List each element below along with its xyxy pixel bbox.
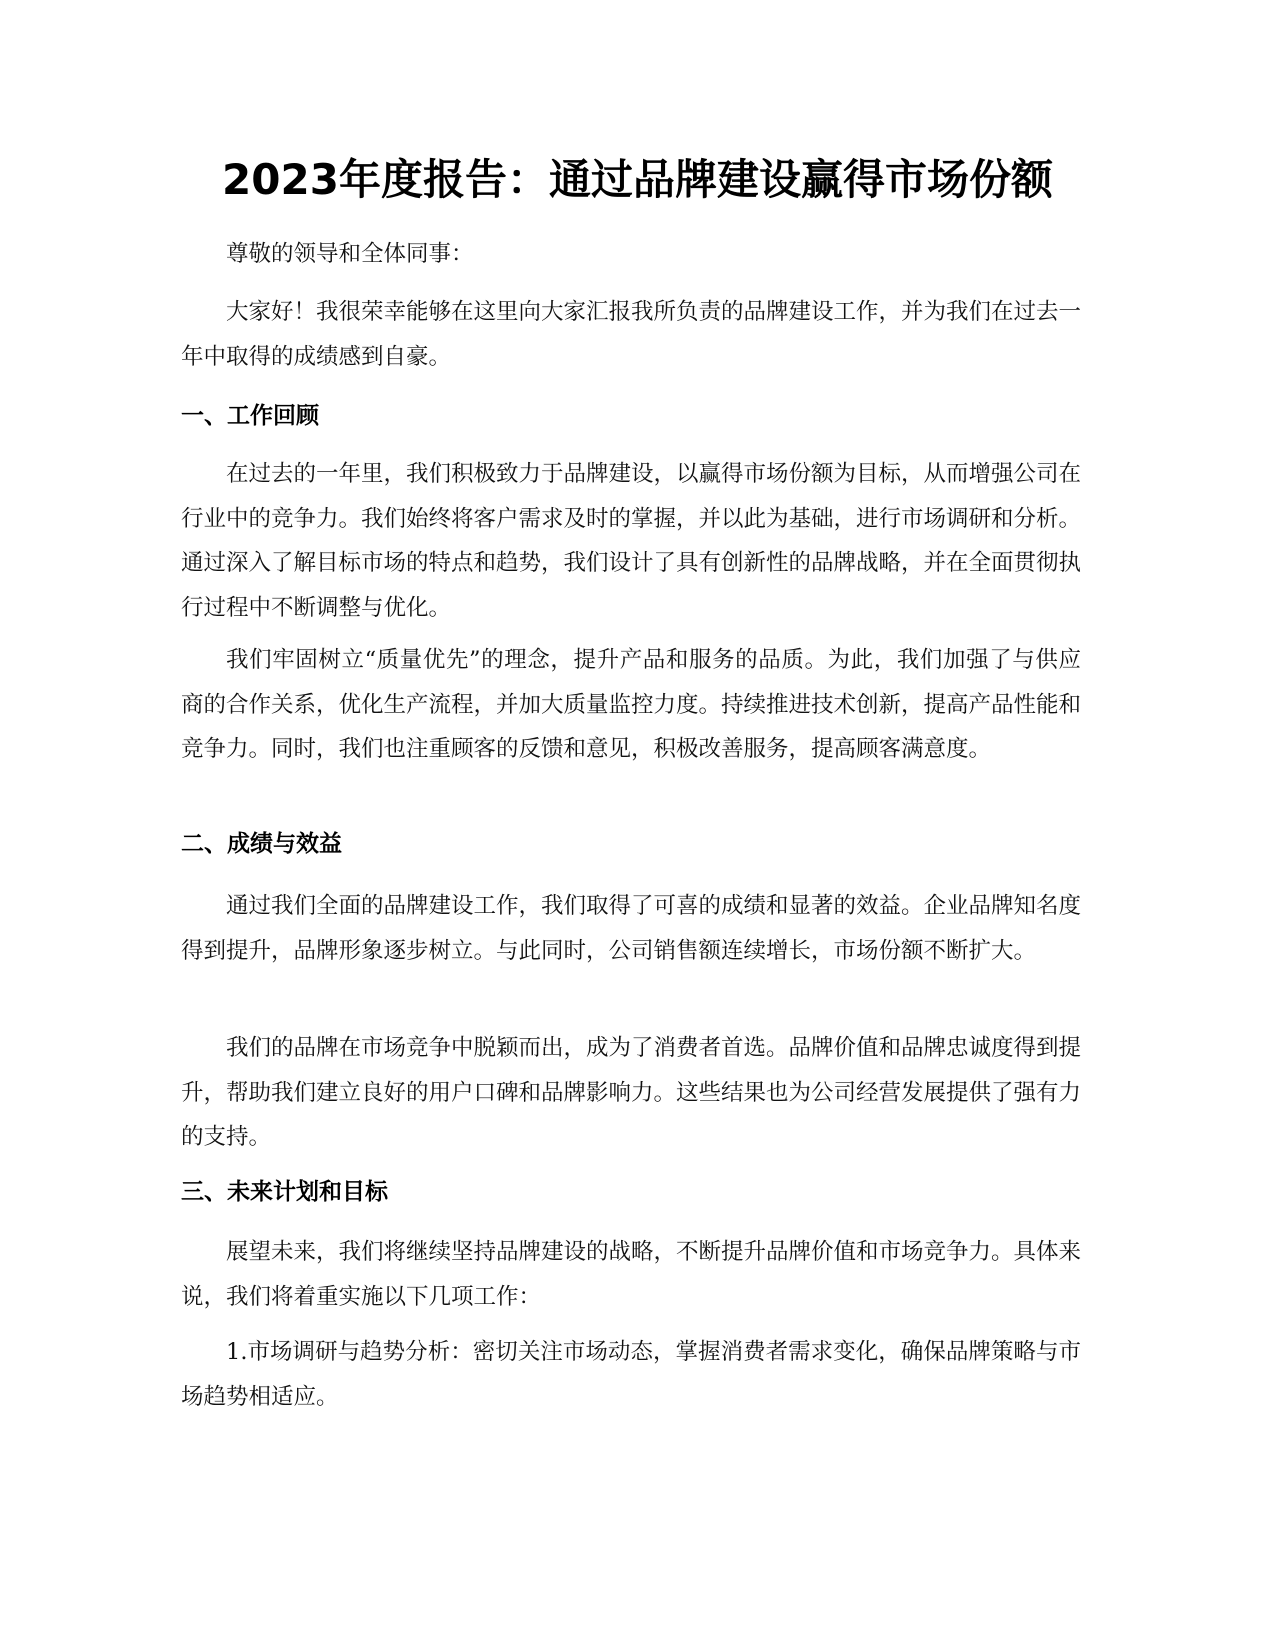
section-heading-plan: 三、未来计划和目标 [181, 1179, 388, 1205]
review-paragraph-1: 在过去的一年里，我们积极致力于品牌建设，以赢得市场份额为目标，从而增强公司在行业中的竞争力。我们始终将客户需求及时的掌握，并以此为基础，进行市场调研和分析。通过深入了解目标市场的特点和趋势，我们设计了具有创新性的品牌战略，并在全面贯彻执行过程中不断调整与优化。 [181, 461, 1082, 621]
document-title: 2023年度报告：通过品牌建设赢得市场份额 [222, 155, 1053, 204]
plan-item-1: 1.市场调研与趋势分析：密切关注市场动态，掌握消费者需求变化，确保品牌策略与市场趋势相适应。 [181, 1339, 1081, 1410]
plan-paragraph-1: 展望未来，我们将继续坚持品牌建设的战略，不断提升品牌价值和市场竞争力。具体来说，我们将着重实施以下几项工作： [181, 1239, 1082, 1310]
results-paragraph-2: 我们的品牌在市场竞争中脱颖而出，成为了消费者首选。品牌价值和品牌忠诚度得到提升，帮助我们建立良好的用户口碑和品牌影响力。这些结果也为公司经营发展提供了强有力的支持。 [181, 1035, 1082, 1150]
results-paragraph-1: 通过我们全面的品牌建设工作，我们取得了可喜的成绩和显著的效益。企业品牌知名度得到提升，品牌形象逐步树立。与此同时，公司销售额连续增长，市场份额不断扩大。 [181, 893, 1082, 964]
section-heading-review: 一、工作回顾 [181, 403, 319, 429]
salutation: 尊敬的领导和全体同事： [226, 241, 474, 267]
section-heading-results: 二、成绩与效益 [181, 831, 342, 857]
review-paragraph-2: 我们牢固树立“质量优先”的理念，提升产品和服务的品质。为此，我们加强了与供应商的合作关系，优化生产流程，并加大质量监控力度。持续推进技术创新，提高产品性能和竞争力。同时，我们也注重顾客的反馈和意见，积极改善服务，提高顾客满意度。 [181, 647, 1082, 762]
intro-paragraph: 大家好！我很荣幸能够在这里向大家汇报我所负责的品牌建设工作，并为我们在过去一年中取得的成绩感到自豪。 [181, 299, 1082, 370]
